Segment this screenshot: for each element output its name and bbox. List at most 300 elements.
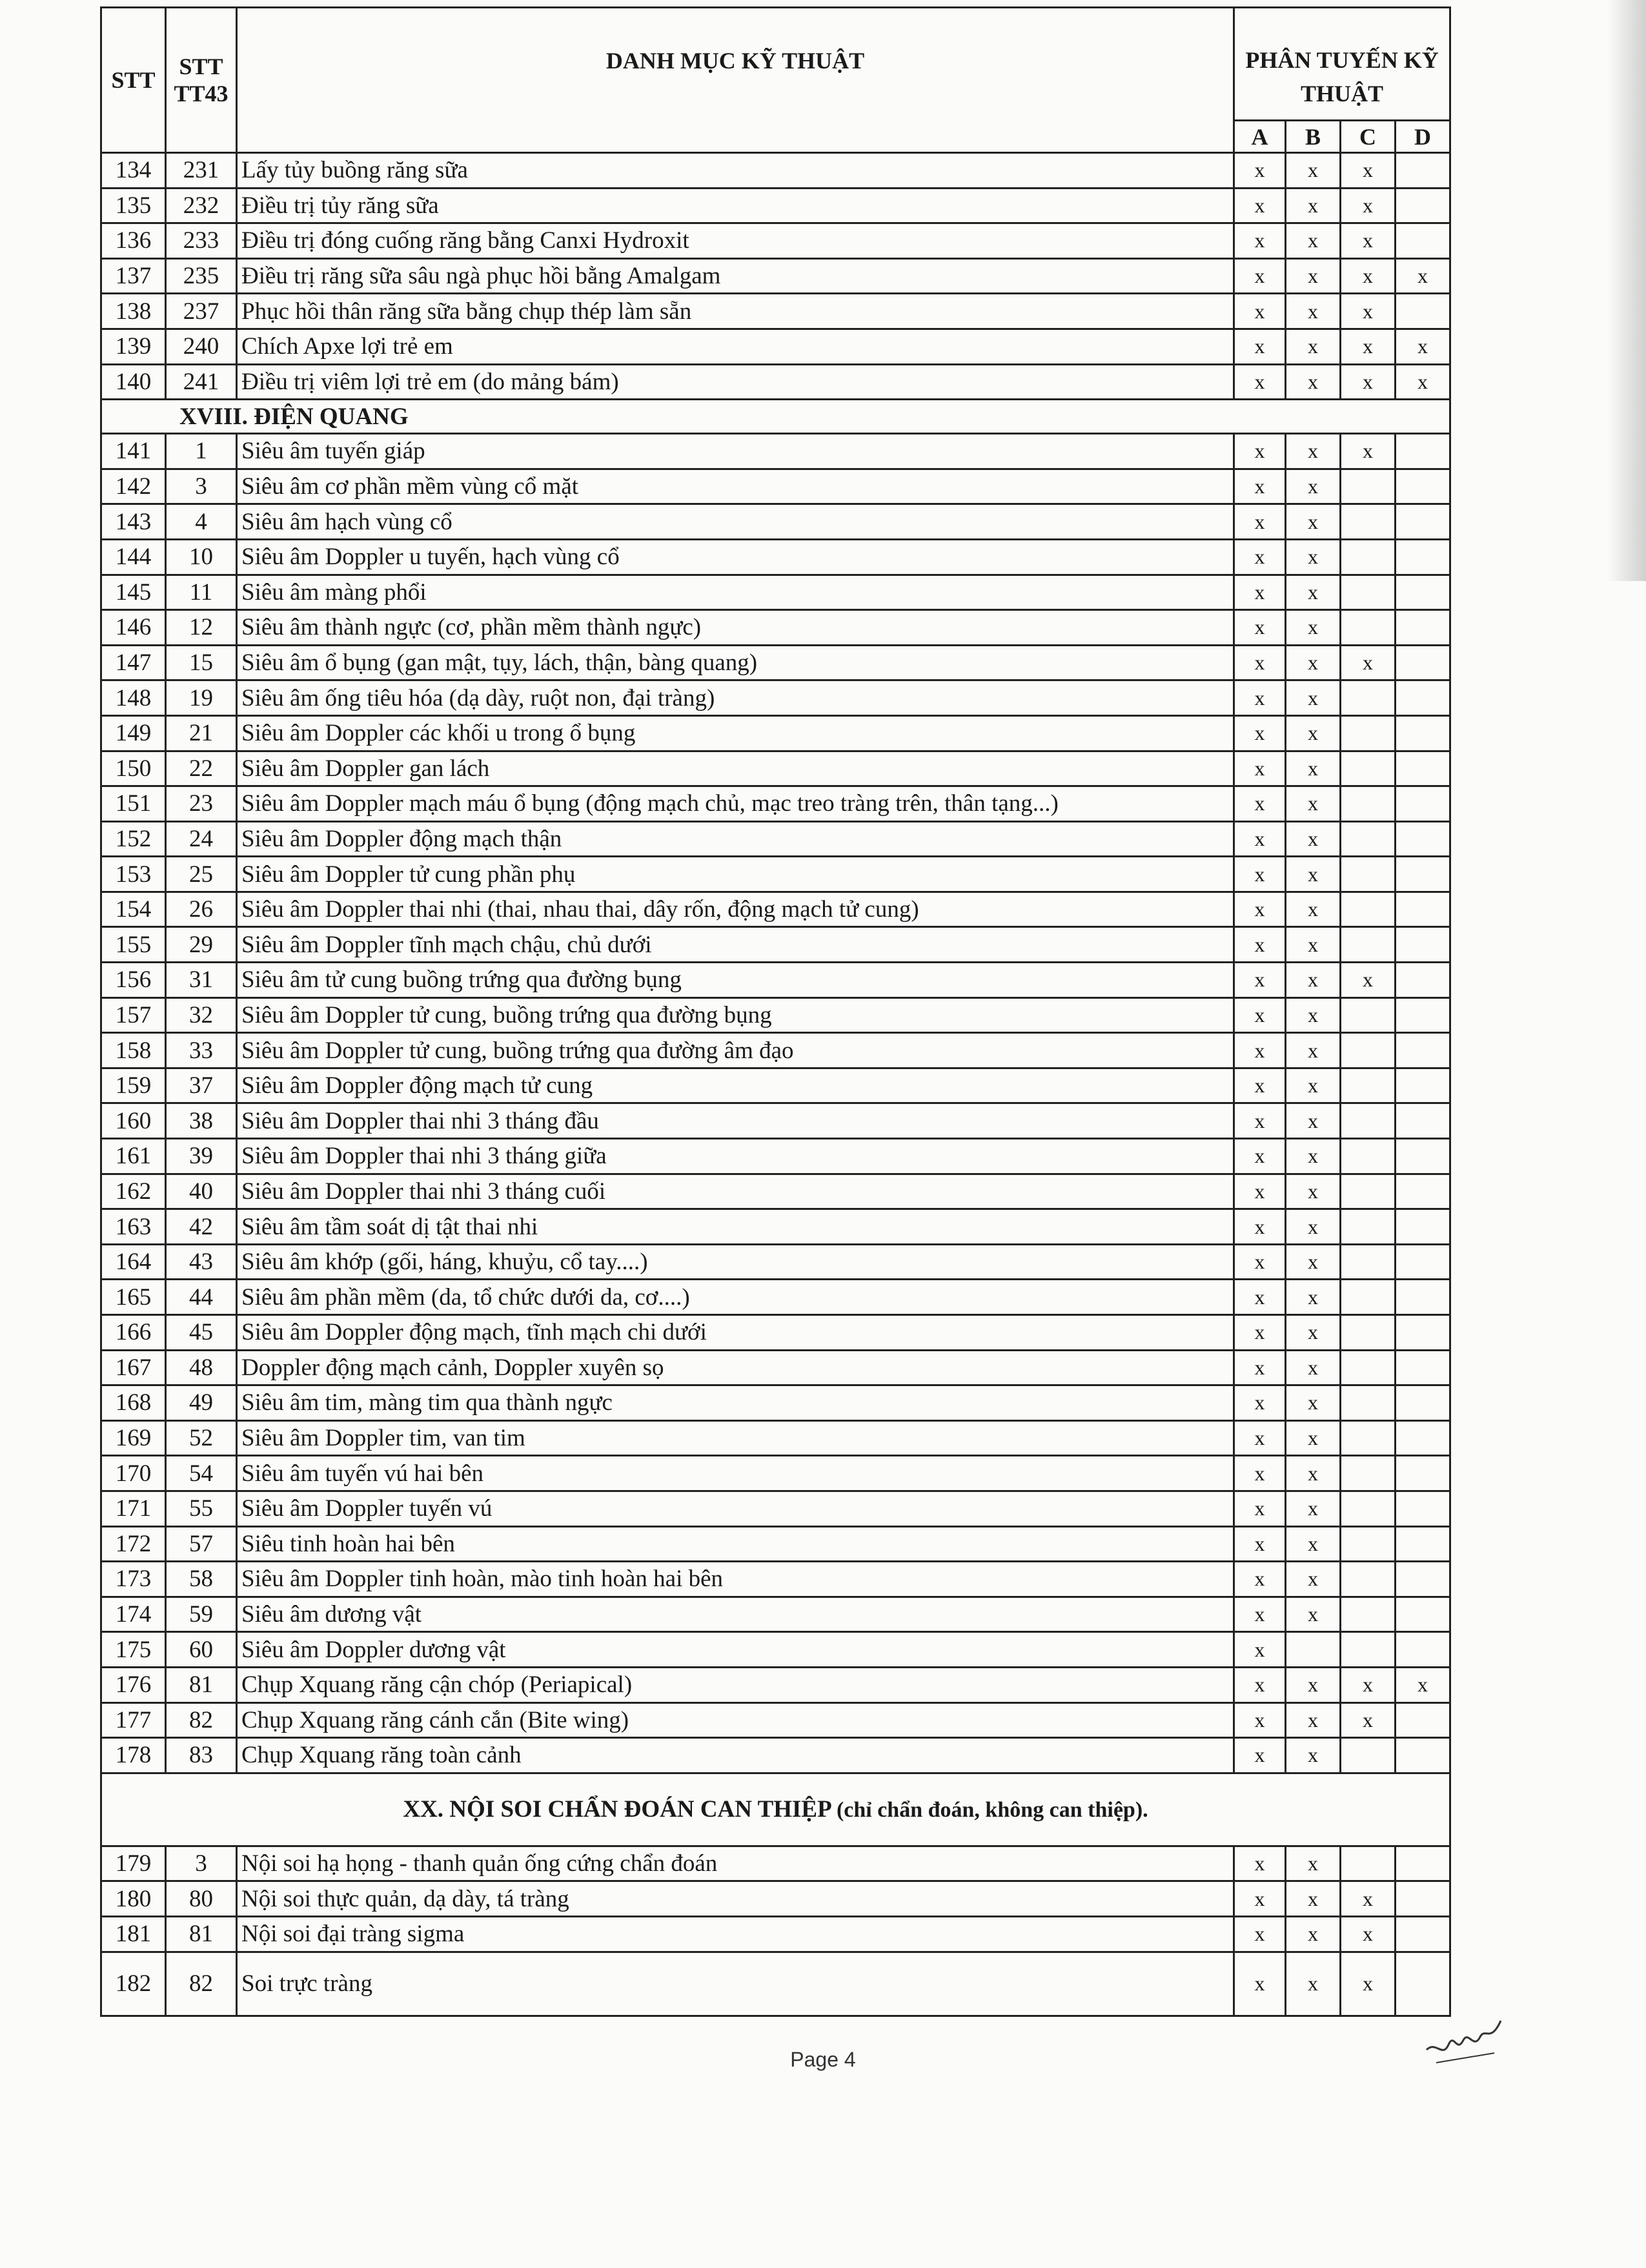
tier-c-mark: [1341, 1280, 1396, 1315]
tier-c-mark: [1341, 680, 1396, 716]
row-stt-tt43: 3: [166, 469, 237, 504]
row-stt: 173: [101, 1562, 166, 1597]
row-technique-name: Chụp Xquang răng toàn cảnh: [237, 1738, 1234, 1773]
tier-d-mark: [1396, 539, 1450, 575]
tier-b-mark: x: [1286, 1916, 1341, 1952]
table-row: [101, 1952, 1450, 2016]
tier-c-mark: [1341, 1174, 1396, 1209]
tier-a-mark: x: [1234, 715, 1286, 751]
row-stt-tt43: 31: [166, 963, 237, 998]
row-technique-name: Chích Apxe lợi trẻ em: [237, 329, 1234, 364]
tier-b-mark: [1286, 1632, 1341, 1668]
tier-c-mark: [1341, 1350, 1396, 1385]
table-row: [101, 821, 1450, 857]
tier-c-mark: x: [1341, 188, 1396, 223]
tier-d-mark: [1396, 434, 1450, 469]
row-technique-name: Siêu âm cơ phần mềm vùng cổ mặt: [237, 469, 1234, 504]
tier-a-mark: x: [1234, 892, 1286, 927]
row-technique-name: Nội soi hạ họng - thanh quản ống cứng chẩn đoán: [237, 1846, 1234, 1881]
row-technique-name: Lấy tủy buồng răng sữa: [237, 153, 1234, 189]
tier-b-mark: x: [1286, 786, 1341, 822]
table-row: [101, 1456, 1450, 1491]
tier-d-mark: [1396, 1068, 1450, 1103]
row-stt: 135: [101, 188, 166, 223]
tier-c-mark: x: [1341, 1702, 1396, 1738]
tier-a-mark: x: [1234, 1385, 1286, 1421]
row-technique-name: Siêu âm Doppler gan lách: [237, 751, 1234, 786]
tier-b-mark: x: [1286, 469, 1341, 504]
tier-c-mark: x: [1341, 434, 1396, 469]
tier-a-mark: x: [1234, 1738, 1286, 1773]
table-row: [101, 469, 1450, 504]
tier-c-mark: [1341, 821, 1396, 857]
tier-c-mark: [1341, 1068, 1396, 1103]
row-technique-name: Siêu âm Doppler thai nhi 3 tháng đầu: [237, 1103, 1234, 1139]
tier-b-mark: x: [1286, 963, 1341, 998]
row-technique-name: Siêu âm tuyến giáp: [237, 434, 1234, 469]
table-row: [101, 294, 1450, 329]
tier-b-mark: x: [1286, 857, 1341, 892]
table-row: [101, 364, 1450, 400]
tier-b-mark: x: [1286, 680, 1341, 716]
row-stt: 164: [101, 1244, 166, 1280]
row-stt: 165: [101, 1280, 166, 1315]
row-stt: 158: [101, 1033, 166, 1068]
tier-d-mark: [1396, 645, 1450, 680]
tier-a-mark: x: [1234, 1033, 1286, 1068]
tier-a-mark: x: [1234, 504, 1286, 540]
tier-c-mark: [1341, 751, 1396, 786]
header-col-d: D: [1396, 121, 1450, 153]
row-stt-tt43: 10: [166, 539, 237, 575]
tier-d-mark: [1396, 1280, 1450, 1315]
row-technique-name: Siêu âm Doppler tử cung, buồng trứng qua đường bụng: [237, 997, 1234, 1033]
row-technique-name: Siêu âm Doppler động mạch, tĩnh mạch chi dưới: [237, 1315, 1234, 1351]
table-row: [101, 1209, 1450, 1245]
row-stt-tt43: 4: [166, 504, 237, 540]
row-stt-tt43: 81: [166, 1667, 237, 1702]
tier-b-mark: x: [1286, 1315, 1341, 1351]
tier-d-mark: x: [1396, 258, 1450, 294]
table-row: [101, 1562, 1450, 1597]
tier-a-mark: x: [1234, 1491, 1286, 1526]
row-stt: 142: [101, 469, 166, 504]
tier-d-mark: [1396, 1385, 1450, 1421]
row-stt-tt43: 11: [166, 575, 237, 610]
row-stt-tt43: 3: [166, 1846, 237, 1881]
row-technique-name: Điều trị đóng cuống răng bằng Canxi Hydroxit: [237, 223, 1234, 259]
tier-c-mark: x: [1341, 1881, 1396, 1917]
header-stt-tt43: STT TT43: [166, 8, 237, 153]
row-technique-name: Siêu âm tim, màng tim qua thành ngực: [237, 1385, 1234, 1421]
tier-c-mark: [1341, 1420, 1396, 1456]
table-row: [101, 258, 1450, 294]
row-technique-name: Siêu âm Doppler tử cung phần phụ: [237, 857, 1234, 892]
tier-a-mark: x: [1234, 1667, 1286, 1702]
tier-d-mark: [1396, 1562, 1450, 1597]
row-stt-tt43: 32: [166, 997, 237, 1033]
tier-d-mark: [1396, 1597, 1450, 1632]
tier-c-mark: [1341, 1139, 1396, 1174]
row-stt-tt43: 24: [166, 821, 237, 857]
tier-b-mark: x: [1286, 434, 1341, 469]
tier-d-mark: [1396, 153, 1450, 189]
row-technique-name: Siêu âm Doppler thai nhi (thai, nhau thai, dây rốn, động mạch tử cung): [237, 892, 1234, 927]
table-row: [101, 434, 1450, 469]
row-stt-tt43: 1: [166, 434, 237, 469]
tier-d-mark: [1396, 1916, 1450, 1952]
table-row: [101, 1315, 1450, 1351]
tier-a-mark: x: [1234, 927, 1286, 963]
row-stt-tt43: 43: [166, 1244, 237, 1280]
tier-c-mark: x: [1341, 1952, 1396, 2016]
row-stt: 171: [101, 1491, 166, 1526]
tier-b-mark: x: [1286, 575, 1341, 610]
row-stt: 160: [101, 1103, 166, 1139]
row-stt: 139: [101, 329, 166, 364]
section-title: [101, 400, 1450, 434]
tier-d-mark: [1396, 1174, 1450, 1209]
tier-a-mark: x: [1234, 364, 1286, 400]
row-stt-tt43: 237: [166, 294, 237, 329]
tier-a-mark: x: [1234, 1139, 1286, 1174]
row-stt: 153: [101, 857, 166, 892]
tier-b-mark: x: [1286, 1420, 1341, 1456]
header-col-c: C: [1341, 121, 1396, 153]
tier-a-mark: x: [1234, 329, 1286, 364]
tier-a-mark: x: [1234, 223, 1286, 259]
row-stt-tt43: 57: [166, 1526, 237, 1562]
tier-d-mark: [1396, 857, 1450, 892]
tier-b-mark: x: [1286, 1139, 1341, 1174]
tier-c-mark: [1341, 1562, 1396, 1597]
header-title: DANH MỤC KỸ THUẬT: [237, 8, 1234, 153]
table-row: [101, 997, 1450, 1033]
row-technique-name: Điều trị răng sữa sâu ngà phục hồi bằng Amalgam: [237, 258, 1234, 294]
tier-a-mark: x: [1234, 1526, 1286, 1562]
row-technique-name: Siêu âm Doppler tinh hoàn, mào tinh hoàn hai bên: [237, 1562, 1234, 1597]
tier-d-mark: [1396, 892, 1450, 927]
tier-c-mark: [1341, 1244, 1396, 1280]
row-stt: 150: [101, 751, 166, 786]
row-stt: 149: [101, 715, 166, 751]
table-row: [101, 575, 1450, 610]
tier-c-mark: x: [1341, 645, 1396, 680]
tier-a-mark: x: [1234, 153, 1286, 189]
tier-d-mark: [1396, 1491, 1450, 1526]
row-stt-tt43: 81: [166, 1916, 237, 1952]
row-stt-tt43: 29: [166, 927, 237, 963]
tier-d-mark: [1396, 469, 1450, 504]
row-stt-tt43: 60: [166, 1632, 237, 1668]
tier-c-mark: [1341, 927, 1396, 963]
tier-b-mark: x: [1286, 1846, 1341, 1881]
table-row: [101, 1881, 1450, 1917]
tier-a-mark: x: [1234, 1280, 1286, 1315]
tier-d-mark: [1396, 223, 1450, 259]
tier-d-mark: [1396, 786, 1450, 822]
row-technique-name: Siêu âm Doppler các khối u trong ổ bụng: [237, 715, 1234, 751]
tier-d-mark: [1396, 1952, 1450, 2016]
technique-table: [100, 6, 1451, 2017]
row-stt-tt43: 48: [166, 1350, 237, 1385]
tier-c-mark: [1341, 1846, 1396, 1881]
tier-d-mark: [1396, 1456, 1450, 1491]
tier-c-mark: [1341, 892, 1396, 927]
tier-a-mark: x: [1234, 751, 1286, 786]
section-row: [101, 400, 1450, 434]
tier-d-mark: [1396, 963, 1450, 998]
tier-c-mark: x: [1341, 294, 1396, 329]
row-stt-tt43: 40: [166, 1174, 237, 1209]
header-col-a: A: [1234, 121, 1286, 153]
row-stt-tt43: 45: [166, 1315, 237, 1351]
tier-a-mark: x: [1234, 1315, 1286, 1351]
tier-d-mark: [1396, 1139, 1450, 1174]
table-row: [101, 786, 1450, 822]
tier-c-mark: [1341, 857, 1396, 892]
tier-c-mark: [1341, 1526, 1396, 1562]
tier-c-mark: [1341, 786, 1396, 822]
table-row: [101, 1702, 1450, 1738]
tier-a-mark: x: [1234, 1244, 1286, 1280]
tier-a-mark: x: [1234, 963, 1286, 998]
row-stt-tt43: 38: [166, 1103, 237, 1139]
tier-d-mark: [1396, 715, 1450, 751]
tier-d-mark: x: [1396, 364, 1450, 400]
tier-c-mark: [1341, 575, 1396, 610]
section-row: [101, 1773, 1450, 1846]
table-row: [101, 751, 1450, 786]
table-row: [101, 329, 1450, 364]
tier-b-mark: x: [1286, 1456, 1341, 1491]
row-stt: 180: [101, 1881, 166, 1917]
table-row: [101, 927, 1450, 963]
row-technique-name: Siêu âm thành ngực (cơ, phần mềm thành ngực): [237, 610, 1234, 646]
row-technique-name: Siêu âm Doppler thai nhi 3 tháng giữa: [237, 1139, 1234, 1174]
tier-c-mark: [1341, 1738, 1396, 1773]
tier-d-mark: [1396, 1632, 1450, 1668]
row-technique-name: Siêu âm Doppler thai nhi 3 tháng cuối: [237, 1174, 1234, 1209]
tier-a-mark: x: [1234, 610, 1286, 646]
row-technique-name: Siêu âm Doppler động mạch thận: [237, 821, 1234, 857]
header-phan-tuyen: PHÂN TUYẾN KỸ THUẬT: [1234, 8, 1450, 121]
tier-b-mark: x: [1286, 892, 1341, 927]
tier-c-mark: [1341, 610, 1396, 646]
row-technique-name: Điều trị viêm lợi trẻ em (do mảng bám): [237, 364, 1234, 400]
tier-c-mark: [1341, 539, 1396, 575]
row-stt: 152: [101, 821, 166, 857]
row-technique-name: Siêu âm dương vật: [237, 1597, 1234, 1632]
row-stt-tt43: 22: [166, 751, 237, 786]
table-row: [101, 1916, 1450, 1952]
tier-a-mark: x: [1234, 469, 1286, 504]
row-stt-tt43: 42: [166, 1209, 237, 1245]
tier-c-mark: x: [1341, 258, 1396, 294]
tier-c-mark: x: [1341, 963, 1396, 998]
tier-d-mark: [1396, 751, 1450, 786]
table-row: [101, 1033, 1450, 1068]
tier-d-mark: [1396, 680, 1450, 716]
row-stt: 148: [101, 680, 166, 716]
row-stt-tt43: 231: [166, 153, 237, 189]
section-heading: XX. NỘI SOI CHẨN ĐOÁN CAN THIỆP: [403, 1796, 831, 1823]
row-stt-tt43: 240: [166, 329, 237, 364]
tier-a-mark: x: [1234, 1103, 1286, 1139]
row-stt-tt43: 82: [166, 1702, 237, 1738]
tier-d-mark: [1396, 294, 1450, 329]
table-row: [101, 188, 1450, 223]
section-title: [101, 1773, 1450, 1846]
scan-edge-shadow: [1607, 0, 1646, 581]
tier-a-mark: x: [1234, 188, 1286, 223]
tier-b-mark: x: [1286, 1209, 1341, 1245]
row-stt: 156: [101, 963, 166, 998]
row-technique-name: Siêu âm Doppler tim, van tim: [237, 1420, 1234, 1456]
row-stt: 167: [101, 1350, 166, 1385]
tier-b-mark: x: [1286, 1385, 1341, 1421]
row-technique-name: Nội soi thực quản, dạ dày, tá tràng: [237, 1881, 1234, 1917]
row-stt-tt43: 49: [166, 1385, 237, 1421]
row-stt: 159: [101, 1068, 166, 1103]
row-stt-tt43: 241: [166, 364, 237, 400]
table-row: [101, 892, 1450, 927]
row-technique-name: Chụp Xquang răng cánh cắn (Bite wing): [237, 1702, 1234, 1738]
tier-d-mark: [1396, 1846, 1450, 1881]
table-row: [101, 857, 1450, 892]
signature-mark: [1423, 2014, 1507, 2066]
tier-b-mark: x: [1286, 258, 1341, 294]
row-stt-tt43: 15: [166, 645, 237, 680]
page-number: Page 4: [790, 2048, 856, 2071]
row-technique-name: Siêu âm ống tiêu hóa (dạ dày, ruột non, đại tràng): [237, 680, 1234, 716]
table-row: [101, 1846, 1450, 1881]
tier-c-mark: [1341, 1315, 1396, 1351]
tier-b-mark: x: [1286, 1350, 1341, 1385]
tier-b-mark: x: [1286, 364, 1341, 400]
tier-b-mark: x: [1286, 153, 1341, 189]
row-stt: 146: [101, 610, 166, 646]
row-technique-name: Chụp Xquang răng cận chóp (Periapical): [237, 1667, 1234, 1702]
tier-a-mark: x: [1234, 680, 1286, 716]
tier-b-mark: x: [1286, 1491, 1341, 1526]
tier-d-mark: [1396, 1103, 1450, 1139]
tier-a-mark: x: [1234, 645, 1286, 680]
row-stt-tt43: 44: [166, 1280, 237, 1315]
row-stt: 143: [101, 504, 166, 540]
tier-d-mark: [1396, 1315, 1450, 1351]
tier-b-mark: x: [1286, 504, 1341, 540]
row-technique-name: Siêu âm Doppler dương vật: [237, 1632, 1234, 1668]
tier-a-mark: x: [1234, 294, 1286, 329]
tier-b-mark: x: [1286, 1174, 1341, 1209]
row-technique-name: Siêu âm Doppler tử cung, buồng trứng qua đường âm đạo: [237, 1033, 1234, 1068]
row-stt: 168: [101, 1385, 166, 1421]
tier-b-mark: x: [1286, 1562, 1341, 1597]
tier-d-mark: x: [1396, 1667, 1450, 1702]
row-stt-tt43: 39: [166, 1139, 237, 1174]
row-stt-tt43: 82: [166, 1952, 237, 2016]
table-row: [101, 1174, 1450, 1209]
row-stt-tt43: 33: [166, 1033, 237, 1068]
row-stt: 182: [101, 1952, 166, 2016]
tier-c-mark: x: [1341, 364, 1396, 400]
tier-b-mark: x: [1286, 188, 1341, 223]
tier-d-mark: [1396, 1209, 1450, 1245]
tier-a-mark: x: [1234, 1881, 1286, 1917]
row-stt-tt43: 52: [166, 1420, 237, 1456]
tier-c-mark: [1341, 1385, 1396, 1421]
row-stt: 145: [101, 575, 166, 610]
row-stt: 181: [101, 1916, 166, 1952]
table-row: [101, 1667, 1450, 1702]
tier-c-mark: [1341, 715, 1396, 751]
row-stt: 163: [101, 1209, 166, 1245]
tier-d-mark: [1396, 610, 1450, 646]
tier-a-mark: x: [1234, 1562, 1286, 1597]
tier-d-mark: [1396, 1526, 1450, 1562]
table-row: [101, 1491, 1450, 1526]
tier-b-mark: x: [1286, 1667, 1341, 1702]
table-row: [101, 223, 1450, 259]
row-stt-tt43: 235: [166, 258, 237, 294]
row-technique-name: Siêu âm Doppler tĩnh mạch chậu, chủ dưới: [237, 927, 1234, 963]
tier-b-mark: x: [1286, 539, 1341, 575]
tier-d-mark: [1396, 1702, 1450, 1738]
tier-d-mark: x: [1396, 329, 1450, 364]
tier-b-mark: x: [1286, 1597, 1341, 1632]
tier-a-mark: x: [1234, 1952, 1286, 2016]
tier-a-mark: x: [1234, 434, 1286, 469]
tier-a-mark: x: [1234, 1702, 1286, 1738]
tier-b-mark: x: [1286, 1103, 1341, 1139]
row-technique-name: Phục hồi thân răng sữa bằng chụp thép làm sẵn: [237, 294, 1234, 329]
tier-d-mark: [1396, 504, 1450, 540]
row-stt: 166: [101, 1315, 166, 1351]
tier-c-mark: x: [1341, 153, 1396, 189]
row-stt-tt43: 80: [166, 1881, 237, 1917]
tier-c-mark: [1341, 504, 1396, 540]
tier-c-mark: [1341, 1456, 1396, 1491]
row-stt-tt43: 59: [166, 1597, 237, 1632]
row-stt: 172: [101, 1526, 166, 1562]
tier-d-mark: [1396, 1420, 1450, 1456]
tier-d-mark: [1396, 1244, 1450, 1280]
tier-a-mark: x: [1234, 997, 1286, 1033]
row-stt: 138: [101, 294, 166, 329]
tier-d-mark: [1396, 1033, 1450, 1068]
table-row: [101, 1420, 1450, 1456]
tier-a-mark: x: [1234, 1174, 1286, 1209]
row-stt: 141: [101, 434, 166, 469]
row-technique-name: Siêu tinh hoàn hai bên: [237, 1526, 1234, 1562]
row-stt: 162: [101, 1174, 166, 1209]
row-technique-name: Siêu âm tuyến vú hai bên: [237, 1456, 1234, 1491]
row-technique-name: Siêu âm màng phổi: [237, 575, 1234, 610]
section-note: (chỉ chẩn đoán, không can thiệp).: [836, 1798, 1148, 1823]
tier-b-mark: x: [1286, 1738, 1341, 1773]
tier-d-mark: [1396, 927, 1450, 963]
row-technique-name: Siêu âm tử cung buồng trứng qua đường bụng: [237, 963, 1234, 998]
row-stt-tt43: 23: [166, 786, 237, 822]
tier-d-mark: [1396, 575, 1450, 610]
tier-c-mark: [1341, 1103, 1396, 1139]
row-stt: 157: [101, 997, 166, 1033]
row-technique-name: Siêu âm hạch vùng cổ: [237, 504, 1234, 540]
row-stt: 161: [101, 1139, 166, 1174]
tier-c-mark: [1341, 469, 1396, 504]
row-stt: 176: [101, 1667, 166, 1702]
